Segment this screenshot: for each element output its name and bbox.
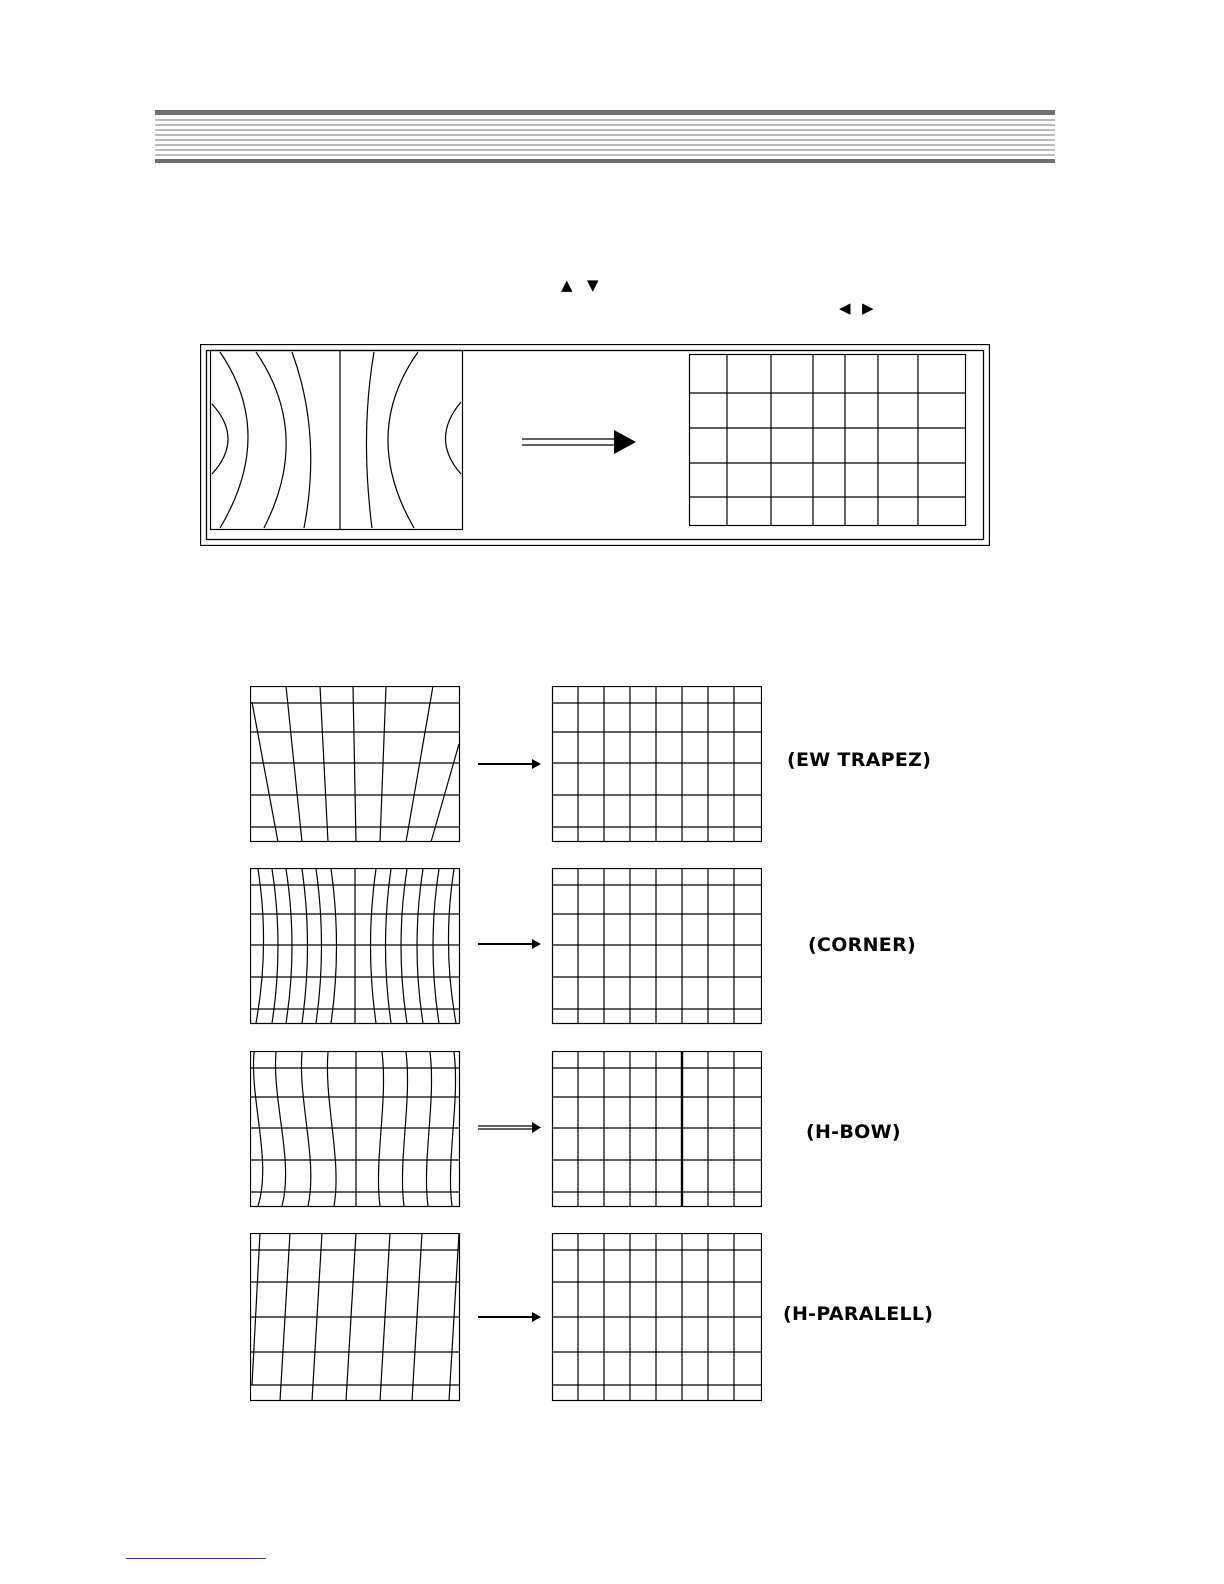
correction-row-h-bow <box>250 1051 762 1208</box>
up-arrow-icon: ▲ <box>561 276 573 294</box>
h-bow-label: (H-BOW) <box>806 1121 901 1143</box>
correction-row-corner <box>250 868 762 1025</box>
right-arrow-icon: ▶ <box>862 299 874 317</box>
down-arrow-icon: ▼ <box>587 276 599 294</box>
corrected-grid <box>689 354 966 526</box>
footer-rule <box>126 1558 266 1559</box>
correction-row-ew-trapez <box>250 686 762 843</box>
distorted-screen <box>211 350 463 530</box>
right-arrow-icon <box>522 430 636 454</box>
header-stripes <box>155 110 1055 166</box>
left-arrow-icon: ◀ <box>839 299 851 317</box>
ew-trapez-label: (EW TRAPEZ) <box>787 749 932 771</box>
pincushion-correction-diagram <box>200 344 990 546</box>
correction-row-h-parallel <box>250 1233 762 1403</box>
corner-label: (CORNER) <box>808 934 917 956</box>
h-parallel-label: (H-PARALELL) <box>783 1303 934 1325</box>
